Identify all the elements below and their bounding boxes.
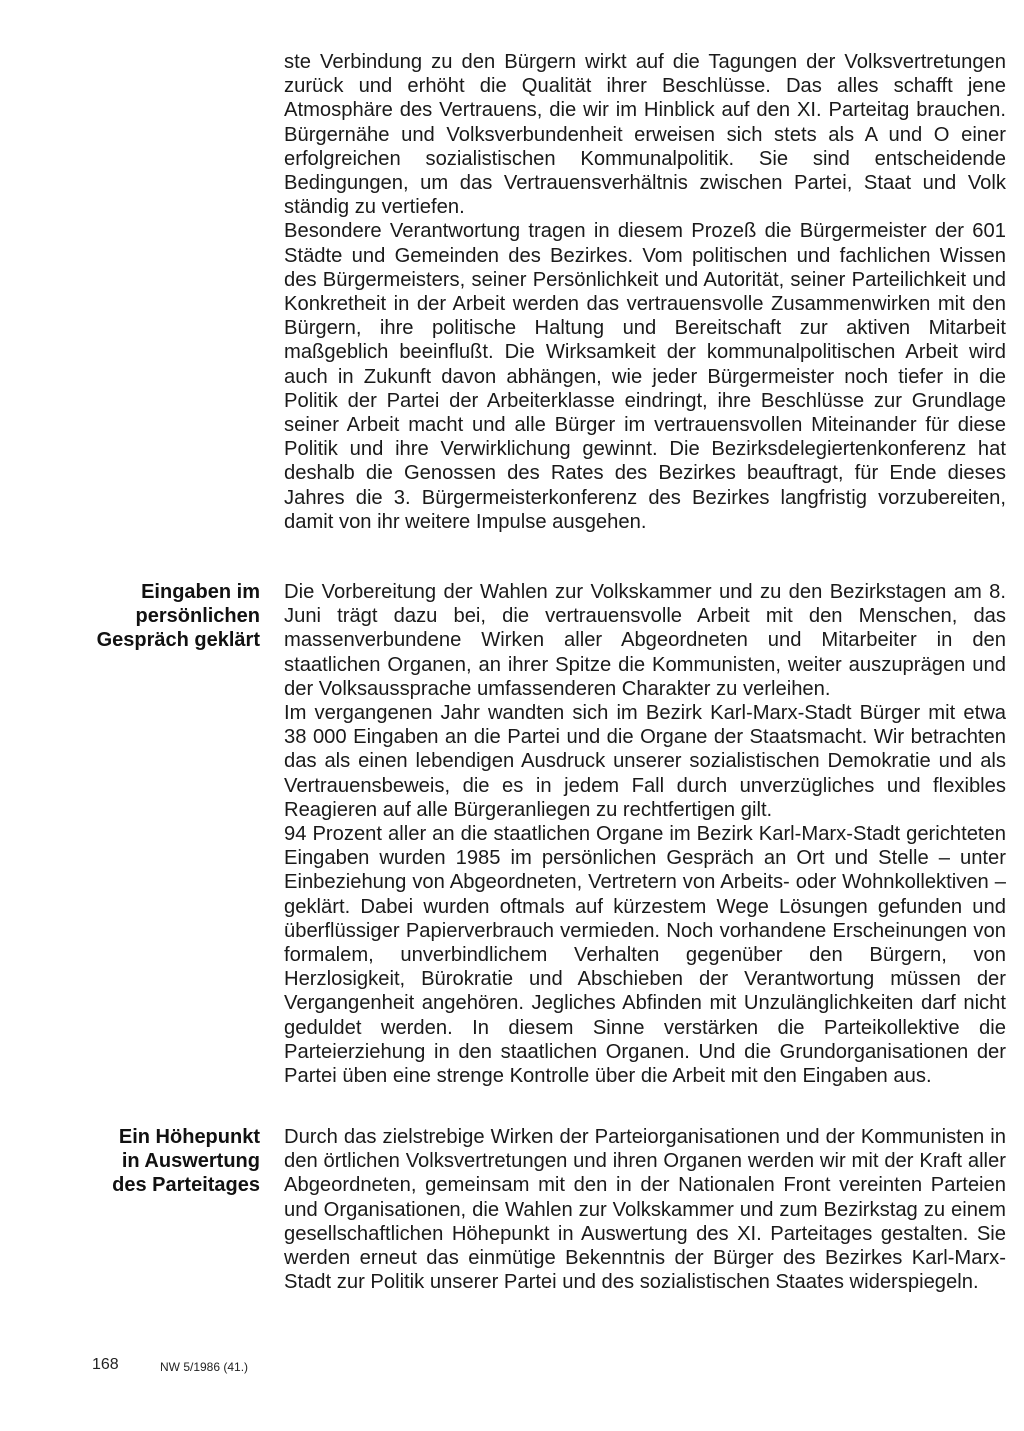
page-number: 168 (92, 1356, 119, 1373)
side-heading-line: Eingaben im (141, 581, 260, 603)
side-heading (92, 1125, 260, 1197)
paragraph: 94 Prozent aller an die staatlichen Organe im Bezirk Karl-Marx-Stadt gerichteten Eingaben wurden 1985 im persönlichen Gespräch an Ort und Stelle – unter Einbeziehung von Abgeordneten, Vertretern von Arbeits- oder Wohnkollektiven – geklärt. Dabei wurden oftmals auf kürzestem Wege Lösungen gefunden und überflüssiger Papierverbrauch vermieden. Noch vorhandene Erscheinungen von formalem, unverbindlichem Verhalten gegenüber den Bürgern, von Herzlosigkeit, Bürokratie und Abschieben der Verantwortung müssen der Vergangenheit angehören. Jegliches Abfinden mit Unzulänglichkeiten darf nicht geduldet werden. In diesem Sinne verstärken die Parteikollektive die Parteierziehung in den staatlichen Organen. Und die Grundorganisationen der Partei üben eine strenge Kontrolle über die Arbeit mit den Eingaben aus. (284, 823, 1006, 1088)
paragraph: Durch das zielstrebige Wirken der Parteiorganisationen und der Kommunisten in den örtlichen Volksvertretungen und ihren Organen werden wir mit der Kraft aller Abgeordneten, gemeinsam mit den in der Nationalen Front vereinten Parteien und Organisationen, die Wahlen zur Volkskammer und zum Bezirkstag zu einem gesellschaftlichen Höhepunkt in Auswertung des XI. Parteitages gestalten. Sie werden erneut das einmütige Bekenntnis der Bürger des Bezirkes Karl-Marx-Stadt zur Politik unserer Partei und des sozialistischen Staates widerspiegeln. (284, 1126, 1006, 1294)
side-heading-line: des Parteitages (112, 1174, 260, 1196)
side-heading-line: Gespräch geklärt (96, 629, 260, 651)
side-heading-line: in Auswertung (121, 1150, 260, 1172)
paragraph: ste Verbindung zu den Bürgern wirkt auf die Tagungen der Volksvertretungen zurück und erhöht die Qualität ihrer Beschlüsse. Das alles schafft jene Atmosphäre des Vertrauens, die wir im Hinblick auf den XI. Parteitag brauchen. Bürgernähe und Volksverbundenheit erweisen sich stets als A und O einer erfolgreichen sozialistischen Kommunalpolitik. Sie sind entscheidende Bedingungen, um das Vertrauensverhältnis zwischen Partei, Staat und Volk ständig zu vertiefen. (284, 51, 1006, 219)
section-body (284, 580, 1006, 1088)
section-body (284, 1125, 1006, 1294)
side-heading-line: Ein Höhepunkt (118, 1126, 260, 1148)
issue-reference: NW 5/1986 (41.) (160, 1360, 249, 1374)
section-body (284, 50, 1006, 534)
paragraph: Die Vorbereitung der Wahlen zur Volkskammer und zu den Bezirkstagen am 8. Juni trägt dazu bei, die vertrauensvolle Arbeit mit den Menschen, das massenverbundene Wirken aller Abgeordneten und Mitarbeiter in den staatlichen Organen, an ihrer Spitze die Kommunisten, weiter auszuprägen und der Volksaussprache umfassenderen Charakter zu verleihen. (284, 581, 1006, 700)
side-heading (92, 580, 260, 652)
paragraph: Im vergangenen Jahr wandten sich im Bezirk Karl-Marx-Stadt Bürger mit etwa 38 000 Eingaben an die Partei und die Organe der Staatsmacht. Wir betrachten das als einen lebendigen Ausdruck unserer sozialistischen Demokratie und als Vertrauensbeweis, die es in jedem Fall durch unverzügliches und flexibles Reagieren auf alle Bürgeranliegen zu rechtfertigen gilt. (284, 702, 1006, 821)
paragraph: Besondere Verantwortung tragen in diesem Prozeß die Bürgermeister der 601 Städte und Gemeinden des Bezirkes. Vom politischen und fachlichen Wissen des Bürgermeisters, seiner Persönlichkeit und Autorität, seiner Parteilichkeit und Konkretheit in der Arbeit werden das vertrauensvolle Zusammenwirken mit den Bürgern, ihre politische Haltung und Bereitschaft zur aktiven Mitarbeit maßgeblich beeinflußt. Die Wirksamkeit der kommunalpolitischen Arbeit wird auch in Zukunft davon abhängen, wie jeder Bürgermeister noch tiefer in die Politik der Partei der Arbeiterklasse eindringt, ihre Beschlüsse zur Grundlage seiner Arbeit macht und alle Bürger im vertrauensvollen Miteinander für diese Politik und ihre Verwirklichung gewinnt. Die Bezirksdelegiertenkonferenz hat deshalb die Genossen des Rates des Bezirkes beauftragt, für Ende dieses Jahres die 3. Bürgermeisterkonferenz des Bezirkes langfristig vorzubereiten, damit von ihr weitere Impulse ausgehen. (284, 220, 1006, 533)
side-heading-line: persönlichen (135, 605, 260, 627)
